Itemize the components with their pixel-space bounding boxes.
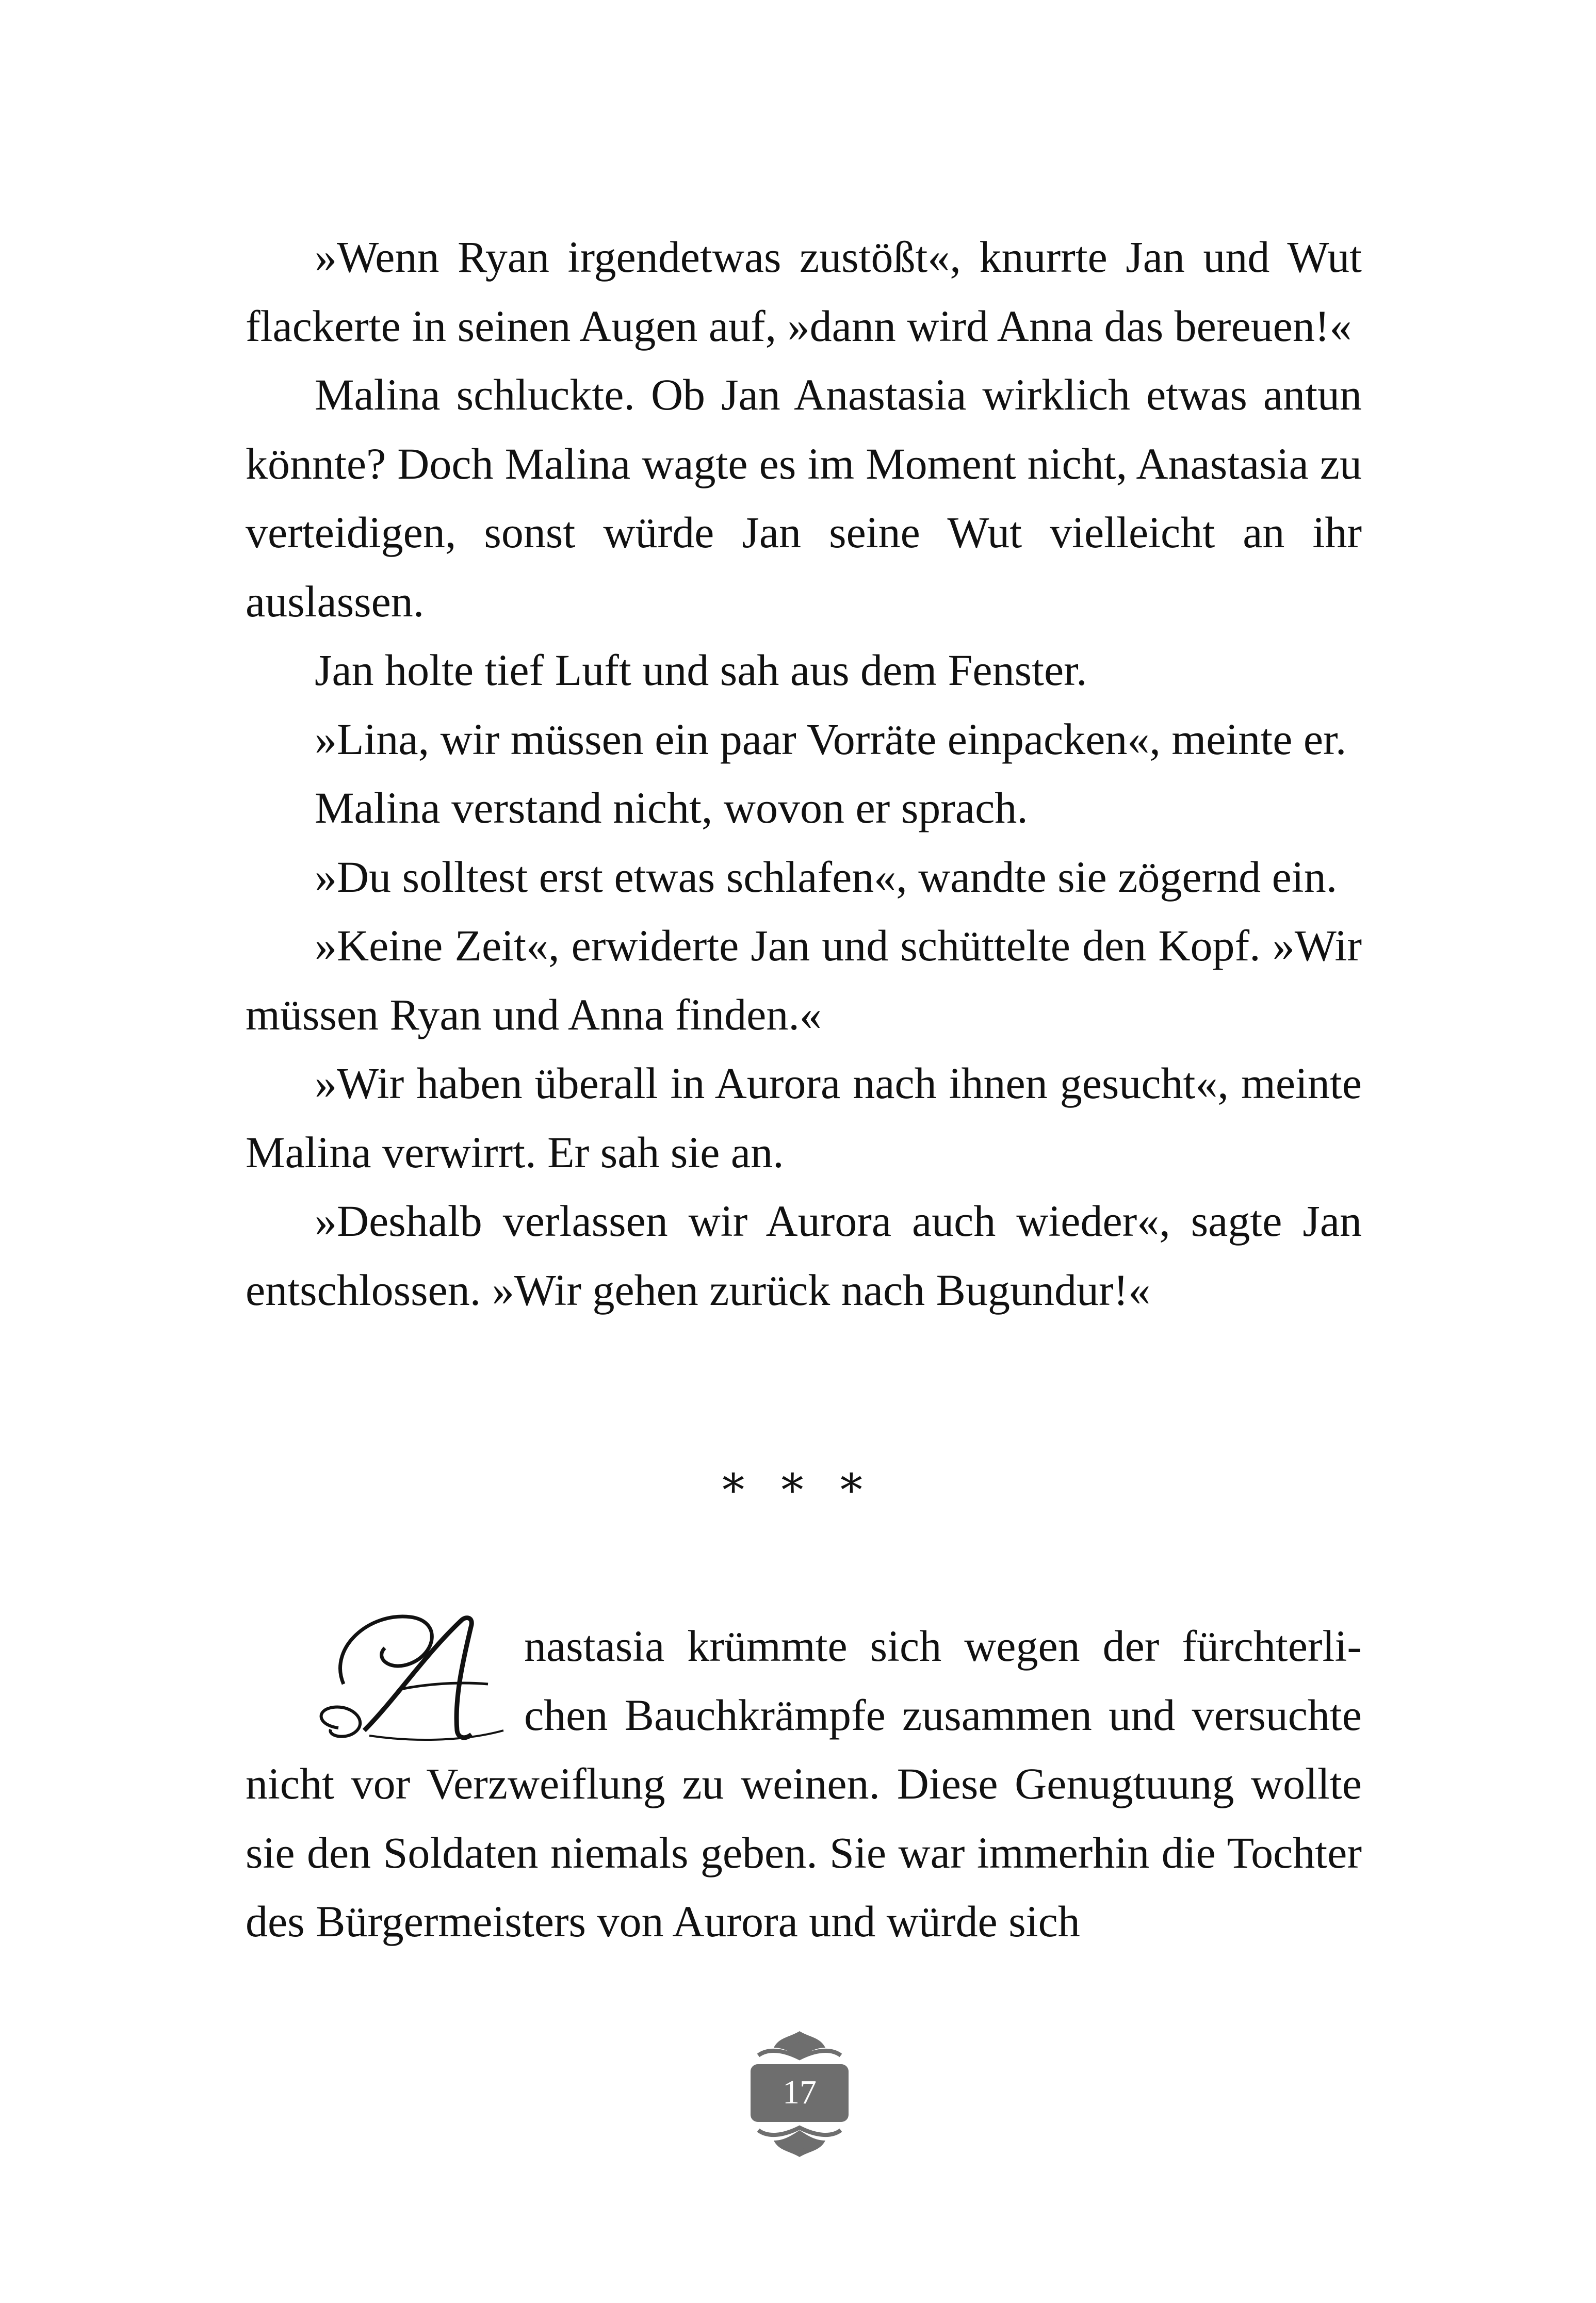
paragraph: Malina verstand nicht, wovon er sprach.	[315, 783, 1028, 832]
paragraph: »Keine Zeit«, erwiderte Jan und schüttelte den Kopf. »Wir müssen Ryan und Anna finden.«	[246, 921, 1362, 1039]
paragraph: »Wir haben überall in Aurora nach ihnen gesucht«, meinte Malina verwirrt. Er sah sie an.	[246, 1058, 1362, 1177]
paragraph: »Deshalb verlassen wir Aurora auch wieder«, sagte Jan entschlossen. »Wir gehen zurück nach Bugundur!«	[246, 1196, 1362, 1315]
page-number-badge	[738, 2027, 861, 2161]
paragraph: Jan holte tief Luft und sah aus dem Fenster.	[315, 645, 1087, 695]
body-text	[246, 223, 1362, 1325]
drop-cap	[246, 1612, 524, 1746]
page-number: 17	[783, 2073, 817, 2111]
scene-separator: * * *	[722, 1465, 874, 1516]
paragraph: »Lina, wir müssen ein paar Vorräte einpacken«, meinte er.	[315, 714, 1347, 764]
chapter-opening	[246, 1607, 1362, 1956]
chapter-paragraph: nastasia krümmte sich wegen der fürchterlichen Bauchkrämpfe zusammen und versuchte nicht vor Verzweiflung zu weinen. Diese Genugtuung wollte sie den Soldaten niemals geben. Sie war immerhin die Tochter des Bürgermeisters von Aurora und würde sich	[246, 1621, 1362, 1946]
paragraph: »Wenn Ryan irgendetwas zustößt«, knurrte Jan und Wut flackerte in seinen Augen auf, »dann wird Anna das bereuen!«	[246, 232, 1362, 351]
drop-cap-letter-icon	[307, 1607, 524, 1746]
paragraph: »Du solltest erst etwas schlafen«, wandte sie zögernd ein.	[315, 852, 1338, 902]
paragraph: Malina schluckte. Ob Jan Anastasia wirklich etwas antun könnte? Doch Malina wagte es im Moment nicht, Anastasia zu verteidigen, sonst würde Jan seine Wut vielleicht an ihr auslassen.	[246, 370, 1362, 626]
